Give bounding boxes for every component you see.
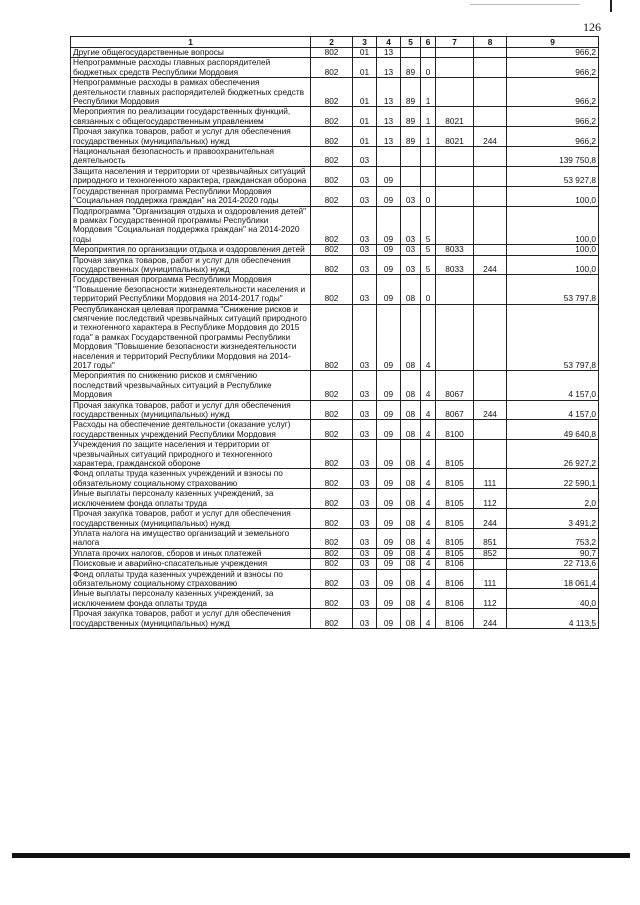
section-code: 03 xyxy=(353,420,377,440)
target-item-code: 8106 xyxy=(436,569,474,589)
item-name: Непрограммные расходы главных распорядителей бюджетных средств Республики Мордовия xyxy=(71,58,311,78)
column-header-3: 3 xyxy=(353,37,377,48)
subsection-code: 09 xyxy=(377,275,401,304)
dept-code: 802 xyxy=(311,304,353,371)
item-name: Прочая закупка товаров, работ и услуг для обеспечения государственных (муниципальных) нужд xyxy=(71,609,311,629)
section-code: 03 xyxy=(353,255,377,275)
target-item-code: 8033 xyxy=(436,255,474,275)
item-name: Прочая закупка товаров, работ и услуг для обеспечения государственных (муниципальных) нужд xyxy=(71,127,311,147)
program-code: 89 xyxy=(401,107,421,127)
item-name: Прочая закупка товаров, работ и услуг для обеспечения государственных (муниципальных) нужд xyxy=(71,509,311,529)
table-row xyxy=(71,78,599,107)
amount: 90,7 xyxy=(507,548,599,558)
program-code: 08 xyxy=(401,609,421,629)
subsection-code: 09 xyxy=(377,609,401,629)
section-code: 03 xyxy=(353,469,377,489)
dept-code: 802 xyxy=(311,489,353,509)
target-item-code xyxy=(436,186,474,206)
program-code xyxy=(401,166,421,186)
program-code: 08 xyxy=(401,304,421,371)
amount: 966,2 xyxy=(507,107,599,127)
section-code: 01 xyxy=(353,78,377,107)
subprogram-code: 1 xyxy=(421,78,436,107)
table-row xyxy=(71,589,599,609)
table-row xyxy=(71,127,599,147)
expense-type-code xyxy=(474,440,507,469)
amount: 49 640,8 xyxy=(507,420,599,440)
expense-type-code xyxy=(474,107,507,127)
expense-type-code xyxy=(474,206,507,245)
amount: 100,0 xyxy=(507,255,599,275)
section-code: 03 xyxy=(353,559,377,569)
section-code: 03 xyxy=(353,186,377,206)
dept-code: 802 xyxy=(311,186,353,206)
section-code: 03 xyxy=(353,589,377,609)
target-item-code: 8105 xyxy=(436,489,474,509)
target-item-code xyxy=(436,166,474,186)
section-code: 03 xyxy=(353,371,377,400)
subsection-code: 13 xyxy=(377,127,401,147)
amount: 139 750,8 xyxy=(507,147,599,167)
program-code: 08 xyxy=(401,469,421,489)
table-row xyxy=(71,469,599,489)
item-name: Подпрограмма "Организация отдыха и оздоровления детей" в рамках Государственной программы Республики Мордовия "Социальная поддержка граждан" на 2014-2020 годы xyxy=(71,206,311,245)
dept-code: 802 xyxy=(311,255,353,275)
table-row xyxy=(71,58,599,78)
target-item-code: 8021 xyxy=(436,127,474,147)
table-row xyxy=(71,559,599,569)
section-code: 01 xyxy=(353,58,377,78)
subsection-code: 09 xyxy=(377,469,401,489)
expense-type-code: 244 xyxy=(474,509,507,529)
item-name: Другие общегосударственные вопросы xyxy=(71,48,311,58)
budget-table xyxy=(70,36,599,629)
section-code: 03 xyxy=(353,548,377,558)
dept-code: 802 xyxy=(311,78,353,107)
expense-type-code xyxy=(474,166,507,186)
subsection-code: 09 xyxy=(377,304,401,371)
table-row xyxy=(71,609,599,629)
program-code: 08 xyxy=(401,440,421,469)
program-code xyxy=(401,147,421,167)
subsection-code: 09 xyxy=(377,206,401,245)
subsection-code: 13 xyxy=(377,107,401,127)
target-item-code: 8106 xyxy=(436,609,474,629)
column-header-1: 1 xyxy=(71,37,311,48)
section-code: 03 xyxy=(353,440,377,469)
expense-type-code xyxy=(474,58,507,78)
amount: 4 157,0 xyxy=(507,371,599,400)
section-code: 03 xyxy=(353,304,377,371)
subprogram-code xyxy=(421,48,436,58)
expense-type-code: 111 xyxy=(474,469,507,489)
expense-type-code: 852 xyxy=(474,548,507,558)
subprogram-code: 4 xyxy=(421,548,436,558)
subsection-code: 09 xyxy=(377,528,401,548)
column-header-8: 8 xyxy=(474,37,507,48)
subprogram-code xyxy=(421,147,436,167)
subsection-code: 09 xyxy=(377,245,401,255)
expense-type-code: 244 xyxy=(474,400,507,420)
dept-code: 802 xyxy=(311,275,353,304)
section-code: 03 xyxy=(353,166,377,186)
subprogram-code: 5 xyxy=(421,255,436,275)
program-code: 08 xyxy=(401,548,421,558)
subprogram-code xyxy=(421,166,436,186)
amount: 100,0 xyxy=(507,206,599,245)
subprogram-code: 4 xyxy=(421,509,436,529)
subprogram-code: 5 xyxy=(421,206,436,245)
subsection-code: 13 xyxy=(377,48,401,58)
target-item-code: 8021 xyxy=(436,107,474,127)
program-code: 03 xyxy=(401,186,421,206)
program-code: 08 xyxy=(401,569,421,589)
expense-type-code xyxy=(474,275,507,304)
bottom-rule xyxy=(12,853,630,858)
top-rule xyxy=(470,4,580,5)
amount: 26 927,2 xyxy=(507,440,599,469)
dept-code: 802 xyxy=(311,420,353,440)
column-header-5: 5 xyxy=(401,37,421,48)
item-name: Республиканская целевая программа "Снижение рисков и смягчение последствий чрезвычайных ситуаций природного и техногенного характера в Республике Мордовия до 2015 года" в рамках Государственной программы Республики Мордовия "Повышение безопасности жизнедеятельности населения и территорий Республики Мордовия на 2014-2017 годы" xyxy=(71,304,311,371)
target-item-code: 8105 xyxy=(436,469,474,489)
dept-code: 802 xyxy=(311,48,353,58)
subsection-code: 09 xyxy=(377,400,401,420)
target-item-code xyxy=(436,48,474,58)
expense-type-code xyxy=(474,78,507,107)
amount: 53 797,8 xyxy=(507,304,599,371)
target-item-code: 8105 xyxy=(436,528,474,548)
program-code: 08 xyxy=(401,509,421,529)
program-code: 89 xyxy=(401,58,421,78)
subsection-code: 13 xyxy=(377,78,401,107)
item-name: Непрограммные расходы в рамках обеспечения деятельности главных распорядителей бюджетных средств Республики Мордовия xyxy=(71,78,311,107)
amount: 53 797,8 xyxy=(507,275,599,304)
column-header-7: 7 xyxy=(436,37,474,48)
target-item-code xyxy=(436,147,474,167)
expense-type-code xyxy=(474,559,507,569)
subsection-code: 09 xyxy=(377,440,401,469)
column-header-6: 6 xyxy=(421,37,436,48)
table-row xyxy=(71,275,599,304)
subsection-code: 09 xyxy=(377,589,401,609)
target-item-code xyxy=(436,304,474,371)
amount: 966,2 xyxy=(507,78,599,107)
section-code: 03 xyxy=(353,275,377,304)
subsection-code: 09 xyxy=(377,489,401,509)
subprogram-code: 4 xyxy=(421,420,436,440)
expense-type-code xyxy=(474,48,507,58)
expense-type-code xyxy=(474,186,507,206)
table-row xyxy=(71,107,599,127)
amount: 100,0 xyxy=(507,186,599,206)
target-item-code: 8105 xyxy=(436,440,474,469)
target-item-code: 8105 xyxy=(436,509,474,529)
program-code: 08 xyxy=(401,559,421,569)
subprogram-code: 0 xyxy=(421,275,436,304)
subsection-code: 13 xyxy=(377,58,401,78)
target-item-code: 8100 xyxy=(436,420,474,440)
section-code: 03 xyxy=(353,400,377,420)
table-row xyxy=(71,147,599,167)
subprogram-code: 4 xyxy=(421,609,436,629)
amount: 966,2 xyxy=(507,48,599,58)
subprogram-code: 1 xyxy=(421,127,436,147)
target-item-code xyxy=(436,78,474,107)
program-code: 03 xyxy=(401,255,421,275)
section-code: 03 xyxy=(353,509,377,529)
item-name: Защита населения и территории от чрезвычайных ситуаций природного и техногенного характера, гражданская оборона xyxy=(71,166,311,186)
table-row xyxy=(71,489,599,509)
program-code: 08 xyxy=(401,528,421,548)
section-code: 01 xyxy=(353,48,377,58)
amount: 4 157,0 xyxy=(507,400,599,420)
table-body xyxy=(71,48,599,629)
corner-mark xyxy=(610,0,612,12)
subprogram-code: 4 xyxy=(421,528,436,548)
column-header-4: 4 xyxy=(377,37,401,48)
program-code xyxy=(401,48,421,58)
subsection-code: 09 xyxy=(377,420,401,440)
expense-type-code: 244 xyxy=(474,255,507,275)
program-code: 08 xyxy=(401,371,421,400)
table-row xyxy=(71,509,599,529)
subprogram-code: 4 xyxy=(421,440,436,469)
dept-code: 802 xyxy=(311,528,353,548)
amount: 4 113,5 xyxy=(507,609,599,629)
section-code: 03 xyxy=(353,147,377,167)
section-code: 01 xyxy=(353,127,377,147)
item-name: Иные выплаты персоналу казенных учреждений, за исключением фонда оплаты труда xyxy=(71,489,311,509)
section-code: 03 xyxy=(353,489,377,509)
subprogram-code: 4 xyxy=(421,559,436,569)
subprogram-code: 4 xyxy=(421,589,436,609)
dept-code: 802 xyxy=(311,107,353,127)
section-code: 03 xyxy=(353,569,377,589)
column-header-9: 9 xyxy=(507,37,599,48)
amount: 2,0 xyxy=(507,489,599,509)
dept-code: 802 xyxy=(311,400,353,420)
dept-code: 802 xyxy=(311,559,353,569)
amount: 966,2 xyxy=(507,58,599,78)
table-row xyxy=(71,400,599,420)
table-row xyxy=(71,245,599,255)
subsection-code: 09 xyxy=(377,166,401,186)
target-item-code: 8067 xyxy=(436,371,474,400)
subprogram-code: 0 xyxy=(421,186,436,206)
section-code: 01 xyxy=(353,107,377,127)
amount: 3 491,2 xyxy=(507,509,599,529)
target-item-code xyxy=(436,275,474,304)
item-name: Государственная программа Республики Мордовия "Социальная поддержка граждан" на 2014-2020 годы xyxy=(71,186,311,206)
dept-code: 802 xyxy=(311,548,353,558)
item-name: Уплата налога на имущество организаций и земельного налога xyxy=(71,528,311,548)
subsection-code: 09 xyxy=(377,569,401,589)
subprogram-code: 4 xyxy=(421,371,436,400)
item-name: Фонд оплаты труда казенных учреждений и взносы по обязательному социальному страхованию xyxy=(71,469,311,489)
subprogram-code: 4 xyxy=(421,469,436,489)
expense-type-code: 112 xyxy=(474,489,507,509)
column-header-2: 2 xyxy=(311,37,353,48)
subsection-code: 09 xyxy=(377,255,401,275)
program-code: 08 xyxy=(401,589,421,609)
item-name: Мероприятия по реализации государственных функций, связанных с общегосударственным управлением xyxy=(71,107,311,127)
table-row xyxy=(71,206,599,245)
item-name: Фонд оплаты труда казенных учреждений и взносы по обязательному социальному страхованию xyxy=(71,569,311,589)
amount: 40,0 xyxy=(507,589,599,609)
dept-code: 802 xyxy=(311,166,353,186)
dept-code: 802 xyxy=(311,58,353,78)
dept-code: 802 xyxy=(311,245,353,255)
subprogram-code: 4 xyxy=(421,569,436,589)
dept-code: 802 xyxy=(311,569,353,589)
item-name: Прочая закупка товаров, работ и услуг для обеспечения государственных (муниципальных) нужд xyxy=(71,400,311,420)
dept-code: 802 xyxy=(311,147,353,167)
subprogram-code: 0 xyxy=(421,58,436,78)
subsection-code: 09 xyxy=(377,548,401,558)
subsection-code: 09 xyxy=(377,559,401,569)
subprogram-code: 4 xyxy=(421,304,436,371)
table-row xyxy=(71,528,599,548)
expense-type-code xyxy=(474,245,507,255)
dept-code: 802 xyxy=(311,371,353,400)
target-item-code: 8106 xyxy=(436,559,474,569)
item-name: Мероприятия по снижению рисков и смягчению последствий чрезвычайных ситуаций в Республике Мордовия xyxy=(71,371,311,400)
expense-type-code xyxy=(474,371,507,400)
dept-code: 802 xyxy=(311,127,353,147)
expense-type-code xyxy=(474,304,507,371)
target-item-code: 8067 xyxy=(436,400,474,420)
section-code: 03 xyxy=(353,245,377,255)
expense-type-code xyxy=(474,147,507,167)
program-code: 89 xyxy=(401,78,421,107)
header-row xyxy=(71,37,599,48)
amount: 966,2 xyxy=(507,127,599,147)
target-item-code: 8105 xyxy=(436,548,474,558)
amount: 18 061,4 xyxy=(507,569,599,589)
dept-code: 802 xyxy=(311,609,353,629)
subprogram-code: 4 xyxy=(421,400,436,420)
item-name: Уплата прочих налогов, сборов и иных платежей xyxy=(71,548,311,558)
program-code: 03 xyxy=(401,245,421,255)
subsection-code: 09 xyxy=(377,186,401,206)
item-name: Государственная программа Республики Мордовия "Повышение безопасности жизнедеятельности населения и территорий Республики Мордовия на 2014-2017 годы" xyxy=(71,275,311,304)
amount: 22 590,1 xyxy=(507,469,599,489)
dept-code: 802 xyxy=(311,206,353,245)
program-code: 08 xyxy=(401,275,421,304)
section-code: 03 xyxy=(353,206,377,245)
item-name: Прочая закупка товаров, работ и услуг для обеспечения государственных (муниципальных) нужд xyxy=(71,255,311,275)
table-row xyxy=(71,548,599,558)
expense-type-code: 851 xyxy=(474,528,507,548)
page-number: 126 xyxy=(583,20,601,34)
subsection-code: 09 xyxy=(377,509,401,529)
item-name: Иные выплаты персоналу казенных учреждений, за исключением фонда оплаты труда xyxy=(71,589,311,609)
item-name: Учреждения по защите населения и территории от чрезвычайных ситуаций природного и техногенного характера, гражданской обороне xyxy=(71,440,311,469)
program-code: 89 xyxy=(401,127,421,147)
table-row xyxy=(71,186,599,206)
subprogram-code: 4 xyxy=(421,489,436,509)
subprogram-code: 1 xyxy=(421,107,436,127)
dept-code: 802 xyxy=(311,440,353,469)
program-code: 08 xyxy=(401,420,421,440)
amount: 22 713,6 xyxy=(507,559,599,569)
target-item-code: 8033 xyxy=(436,245,474,255)
table-row xyxy=(71,371,599,400)
item-name: Национальная безопасность и правоохранительная деятельность xyxy=(71,147,311,167)
expense-type-code xyxy=(474,420,507,440)
table-row xyxy=(71,48,599,58)
subsection-code: 09 xyxy=(377,371,401,400)
table-row xyxy=(71,166,599,186)
table-row xyxy=(71,304,599,371)
program-code: 08 xyxy=(401,489,421,509)
table-row xyxy=(71,255,599,275)
target-item-code: 8106 xyxy=(436,589,474,609)
item-name: Мероприятия по организации отдыха и оздоровления детей xyxy=(71,245,311,255)
section-code: 03 xyxy=(353,528,377,548)
subprogram-code: 5 xyxy=(421,245,436,255)
target-item-code xyxy=(436,206,474,245)
table-row xyxy=(71,440,599,469)
table-row xyxy=(71,569,599,589)
expense-type-code: 244 xyxy=(474,127,507,147)
expense-type-code: 244 xyxy=(474,609,507,629)
item-name: Расходы на обеспечение деятельности (оказание услуг) государственных учреждений Республики Мордовия xyxy=(71,420,311,440)
item-name: Поисковые и аварийно-спасательные учреждения xyxy=(71,559,311,569)
amount: 753,2 xyxy=(507,528,599,548)
dept-code: 802 xyxy=(311,469,353,489)
subsection-code xyxy=(377,147,401,167)
amount: 100,0 xyxy=(507,245,599,255)
program-code: 08 xyxy=(401,400,421,420)
target-item-code xyxy=(436,58,474,78)
table-row xyxy=(71,420,599,440)
section-code: 03 xyxy=(353,609,377,629)
amount: 53 927,8 xyxy=(507,166,599,186)
program-code: 03 xyxy=(401,206,421,245)
dept-code: 802 xyxy=(311,589,353,609)
expense-type-code: 111 xyxy=(474,569,507,589)
dept-code: 802 xyxy=(311,509,353,529)
expense-type-code: 112 xyxy=(474,589,507,609)
